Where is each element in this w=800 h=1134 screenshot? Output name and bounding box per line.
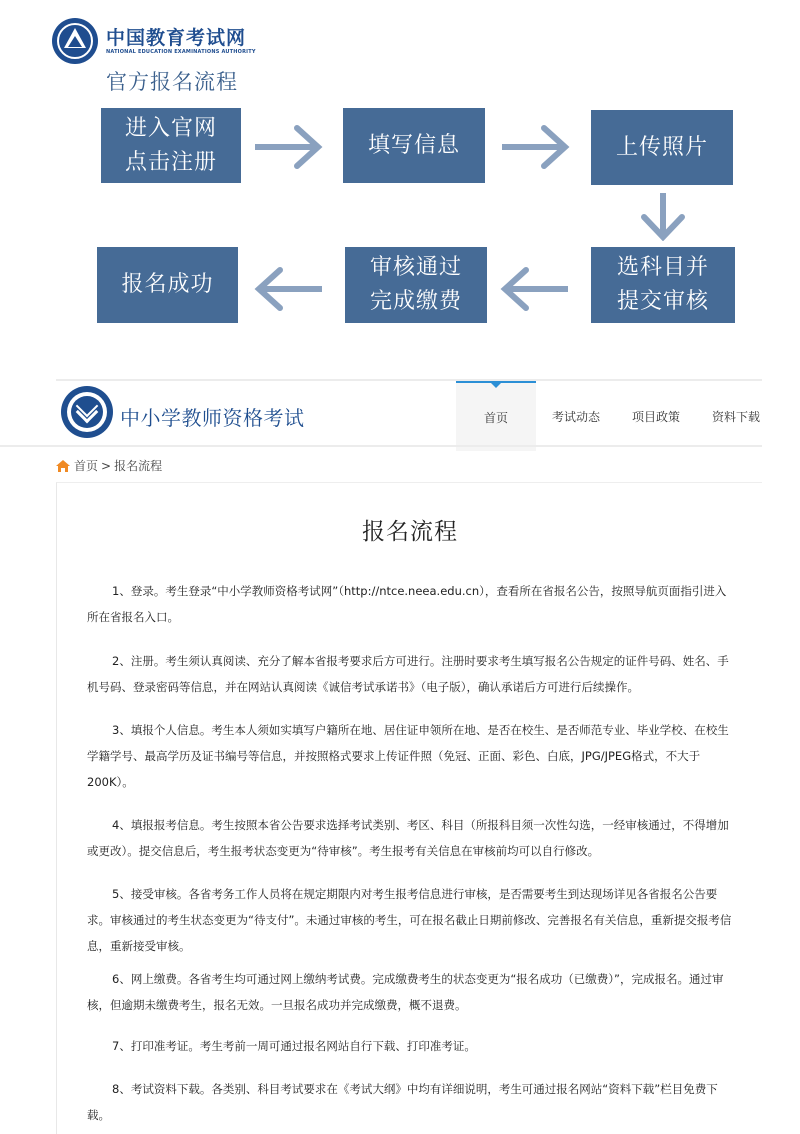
step-1-box	[101, 108, 241, 183]
breadcrumb-current: 报名流程	[114, 459, 163, 473]
article-panel	[56, 482, 762, 1134]
step-6-box	[97, 247, 238, 323]
nav-home[interactable]	[456, 381, 536, 451]
breadcrumb-separator: >	[101, 458, 112, 473]
ntce-logo-icon[interactable]	[61, 386, 113, 438]
article-title: 报名流程	[362, 519, 458, 545]
neea-en-name: NATIONAL EDUCATION EXAMINATIONS AUTHORITY	[106, 48, 256, 55]
article-paragraph: 8、考试资料下载。各类别、科目考试要求在《考试大纲》中均有详细说明，考生可通过报名网站“资料下载”栏目免费下载。	[87, 1082, 718, 1122]
nav-exam-news-label: 考试动态	[551, 409, 600, 424]
step-4-box	[591, 247, 735, 323]
step-1-line-2: 点击注册	[124, 149, 217, 175]
nav-exam-news[interactable]	[536, 381, 616, 451]
article-paragraph: 5、接受审核。各省考务工作人员将在规定期限内对考生报考信息进行审核，是否需要考生到达现场详见各省报名公告要求。审核通过的考生状态变更为“待支付”。未通过审核的考生，可在报名截止日期前修改、完善报名有关信息，重新提交报考信息，重新接受审核。	[87, 887, 732, 953]
nav-policies-label: 项目政策	[631, 409, 680, 424]
arrow-left-icon	[252, 267, 322, 311]
home-icon[interactable]	[56, 460, 70, 472]
step-2-line-1: 填写信息	[367, 132, 460, 158]
neea-cn-name: 中国教育考试网	[106, 26, 247, 49]
article-paragraph: 4、填报报考信息。考生按照本省公告要求选择考试类别、考区、科目（所报科目须一次性勾选，一经审核通过，不得增加或更改）。提交信息后，考生报考状态变更为“待审核”。考生报考有关信息在审核前均可以自行修改。	[87, 818, 729, 858]
step-5-line-2: 完成缴费	[369, 289, 462, 314]
site-name[interactable]: 中小学教师资格考试	[120, 406, 305, 430]
step-5-box	[345, 247, 487, 323]
article-paragraph: 7、打印准考证。考生考前一周可通过报名网站自行下载、打印准考证。	[112, 1039, 476, 1053]
step-6-line-1: 报名成功	[121, 272, 214, 297]
article-paragraph: 1、登录。考生登录“中小学教师资格考试网”（http://ntce.neea.edu.cn），查看所在省报名公告，按照导航页面指引进入所在省报名入口。	[87, 584, 727, 624]
arrow-left-icon	[498, 267, 568, 311]
article-paragraph: 3、填报个人信息。考生本人须如实填写户籍所在地、居住证申领所在地、是否在校生、是否师范专业、毕业学校、在校生学籍学号、最高学历及证书编号等信息，并按照格式要求上传证件照（免冠、正面、彩色、白底，JPG/JPEG格式，不大于200K）。	[87, 723, 729, 789]
arrow-down-icon	[640, 193, 686, 241]
website-screenshot	[0, 372, 800, 1134]
breadcrumb-home[interactable]: 首页	[74, 459, 99, 473]
nav-downloads[interactable]	[696, 381, 776, 451]
header-bottom-divider	[0, 445, 762, 447]
step-3-line-1: 上传照片	[615, 134, 708, 160]
active-caret-icon	[491, 383, 501, 388]
step-4-line-2: 提交审核	[616, 289, 709, 314]
step-1-line-1: 进入官网	[124, 115, 217, 141]
flow-title: 官方报名流程	[106, 70, 238, 94]
arrow-right-icon	[502, 125, 572, 169]
step-2-box	[343, 108, 485, 183]
article-paragraph: 2、注册。考生须认真阅读、充分了解本省报考要求后方可进行。注册时要求考生填写报名公告规定的证件号码、姓名、手机号码、登录密码等信息，并在网站认真阅读《诚信考试承诺书》（电子版），确认承诺后方可进行后续操作。	[87, 654, 729, 694]
nav-policies[interactable]	[616, 381, 696, 451]
neea-emblem-icon	[52, 18, 98, 64]
neea-logo	[52, 18, 256, 64]
arrow-right-icon	[255, 125, 325, 169]
nav-downloads-label: 资料下载	[711, 409, 760, 424]
step-5-line-1: 审核通过	[369, 255, 462, 280]
site-header	[56, 381, 762, 451]
article-paragraph: 6、网上缴费。各省考生均可通过网上缴纳考试费。完成缴费考生的状态变更为“报名成功（已缴费）”，完成报名。通过审核，但逾期未缴费考生，报名无效。一旦报名成功并完成缴费，概不退费。	[87, 972, 724, 1012]
step-3-box	[591, 110, 733, 185]
breadcrumb	[56, 457, 162, 474]
main-nav	[456, 381, 776, 451]
step-4-line-1: 选科目并	[616, 255, 709, 280]
nav-home-label: 首页	[483, 410, 508, 425]
